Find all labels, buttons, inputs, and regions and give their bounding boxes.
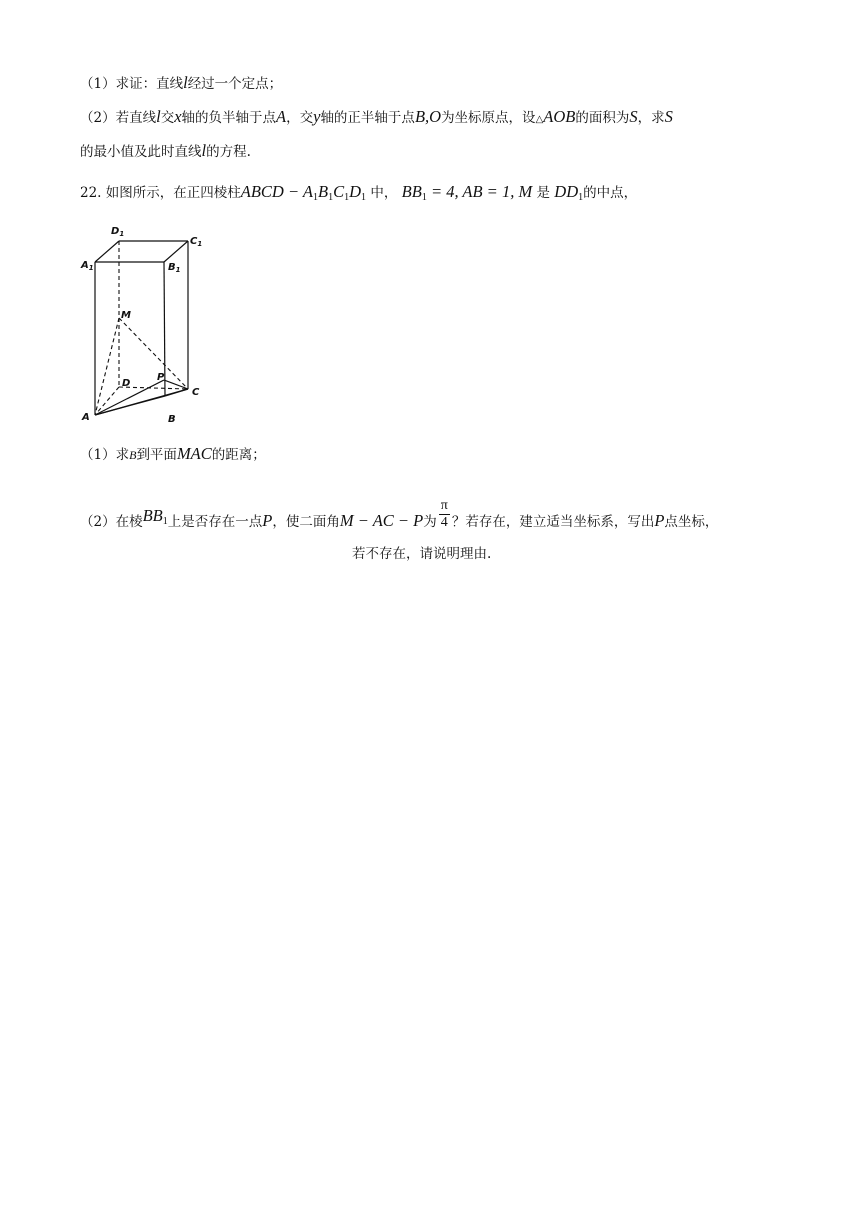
- prism-labels: [80, 226, 202, 425]
- prism-figure: [78, 222, 208, 428]
- svg-text:C1: $C_1$: [190, 236, 203, 248]
- svg-text:C: C: [192, 387, 200, 398]
- q21-part1: （1）求证：直线l经过一个定点；: [80, 73, 283, 92]
- q22-intro: 22. 如图所示，在正四棱柱ABCD − $A_1B_1C_1D_1$ 中， $BB_1 = 4$, AB = 1, M 是 $DD_1$的中点，: [80, 182, 638, 203]
- svg-text:M: M: [121, 310, 131, 321]
- pi-over-4: $\frac{\pi}{4}$: [440, 498, 448, 530]
- q21-part2-line2: 的最小值及此时直线l的方程.: [80, 141, 251, 160]
- q22-part1: （1）求B到平面MAC的距离；: [80, 444, 266, 463]
- svg-text:P: P: [157, 372, 165, 383]
- svg-text:A: A: [82, 412, 90, 423]
- svg-text:D: D: [122, 378, 131, 389]
- svg-text:D1: $D_1$: [111, 226, 125, 238]
- svg-text:B: B: [168, 414, 176, 425]
- q22-part2-line1: （2）在棱$BB_1$上是否存在一点P，使二面角M − AC − P为 $\frac{\pi}{4}$ ？若存在，建立适当坐标系，写出P点坐标，: [80, 498, 719, 530]
- q21-part2-line1: （2）若直线l交x轴的负半轴于点A，交y轴的正半轴于点B,O为坐标原点，设△AOB的面积为S，求S: [80, 107, 673, 126]
- svg-text:A1: $A_1$: [81, 260, 94, 272]
- svg-text:B1: $B_1$: [168, 262, 181, 274]
- q22-part2-line2: 若不存在，请说明理由.: [352, 546, 492, 562]
